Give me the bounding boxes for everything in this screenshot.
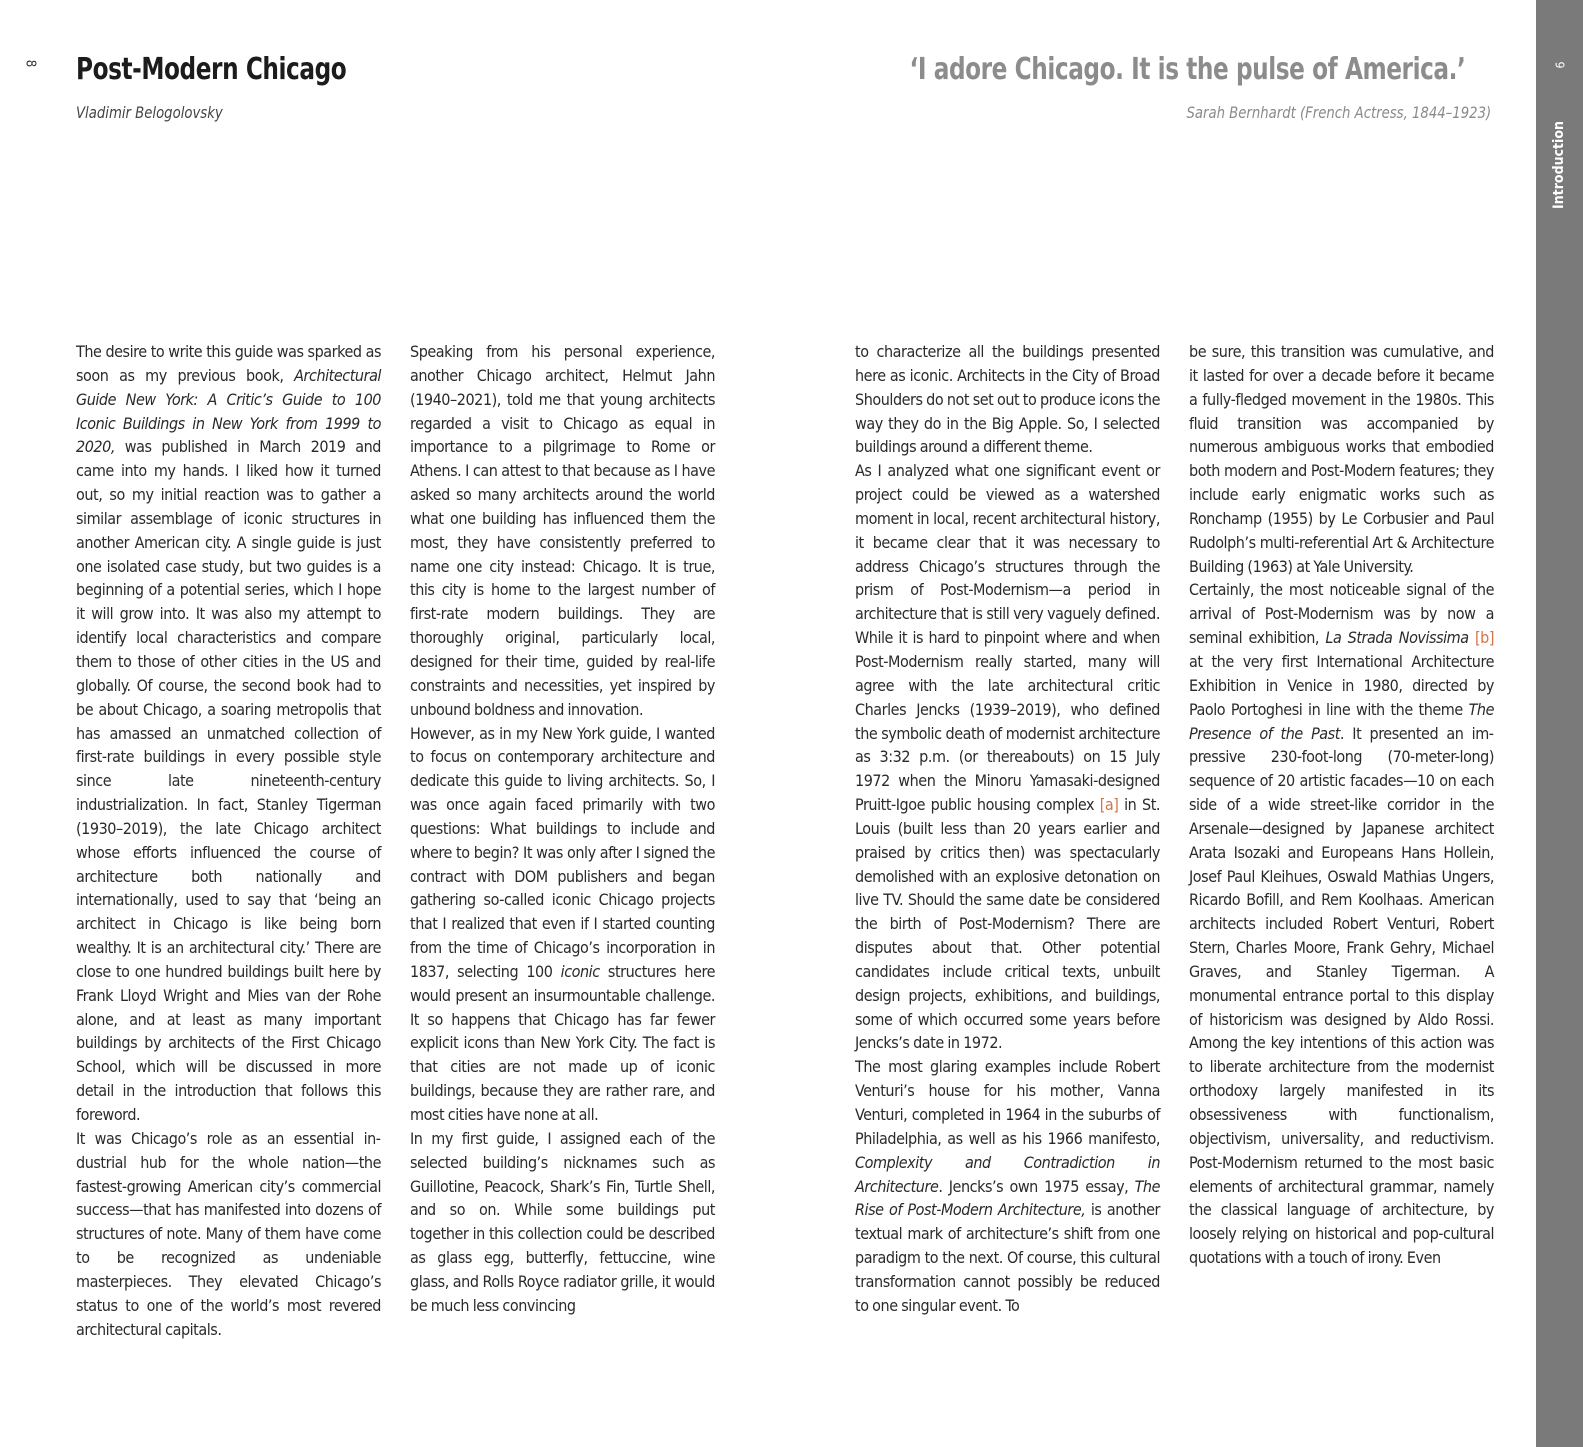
paragraph: The desire to write this guide was sparked as soon as my previous book, Architectural Guide New York: A Critic’s Guide to 100 Iconic Buildings in New York from 1999 to 2020, was published in March 2019 and came into my hands. I liked how it turned out, so my initial reaction was to gather a similar assemblage of iconic structures in another American city. A single guide is just one isolated case study, but two guides is a beginning of a potential series, which I hope it will grow into. It was also my attempt to identify local characteristics and compare them to those of other cities in the US and globally. Of course, the second book had to be about Chicago, a soaring metropolis that has amassed an unmatched collection of first-rate buildings in every possible style since late nineteenth-century industrialization. In fact, Stanley Tigerman (1930–2019), the late Chicago architect whose efforts influenced the course of architecture both nationally and internationally, used to say that ‘being an architect in Chicago is like being born wealthy. It is an architectural city.’ There are close to one hundred buildings built here by Frank Lloyd Wright and Mies van der Rohe alone, and at least as many important buildings by architects of the First Chicago School, which will be discussed in more detail in the introduction that follows this foreword.: [76, 342, 381, 1124]
text-column-3: [855, 340, 1160, 1318]
right-page-number: 9: [1552, 61, 1567, 69]
paragraph: In my first guide, I assigned each of the selected building’s nicknames such as Guillotine, Peacock, Shark’s Fin, Turtle Shell, and so on. While some buildings put together in this collection could be described as glass egg, butterfly, fettuccine, wine glass, and Rolls Royce radiator grille, it would be much less convincing: [410, 1128, 715, 1315]
section-tab-label: Introduction: [1551, 121, 1567, 209]
epigraph-quote: ‘I adore Chicago. It is the pulse of America.’: [909, 52, 1465, 87]
paragraph: Certainly, the most noticeable signal of the arrival of Post-Modernism was by now a seminal exhibition, La Strada Novissima [b] at the very first International Architecture Exhibition in Venice in 1980, directed by Paolo Portoghesi in line with the theme The Presence of the Past. It presented an impressive 230-foot-long (70-meter-long) sequence of 20 artistic facades—10 on each side of a wide street-like corridor in the Arsenale—designed by Japanese architect Arata Isozaki and Europeans Hans Hollein, Josef Paul Kleihues, Oswald Mathias Ungers, Ricardo Bofill, and Rem Koolhaas. American architects included Robert Venturi, Robert Stern, Charles Moore, Frank Gehry, Michael Graves, and Stanley Tigerman. A monumental entrance portal to this display of historicism was designed by Aldo Rossi. Among the key intentions of this action was to liberate architecture from the modernist orthodoxy largely manifested in its obsessiveness with functionalism, objectivism, universality, and reductivism. Post-Modernism returned to the most basic elements of architectural grammar, namely the classical language of architecture, by loosely relying on historical and pop-cultural quotations with a touch of irony. Even: [1189, 580, 1494, 1268]
left-page-number: 8: [22, 59, 38, 68]
text-column-1: [76, 340, 381, 1341]
book-title: Architectural Guide New York: A Critic’s Guide to 100 Iconic Buildings in New York from 1999 to 2020,: [76, 365, 381, 457]
exhibition-theme: The Presence of the Past: [1189, 699, 1494, 743]
paragraph: However, as in my New York guide, I wanted to focus on contemporary architecture and dedicate this guide to living architects. So, I was once again faced primarily with two questions: What buildings to include and where to begin? It was only after I signed the contract with DOM publishers and began gathering so-called iconic Chicago projects that I realized that even if I started counting from the time of Chicago’s incorporation in 1837, selecting 100 iconic structures here would present an insurmountable challenge. It so happens that Chicago has far fewer explicit icons than New York City. The fact is that cities are not made up of iconic buildings, because they are rather rare, and most cities have none at all.: [410, 723, 715, 1124]
emphasis: iconic: [560, 961, 600, 981]
figure-reference-a[interactable]: [a]: [1099, 795, 1119, 815]
book-title: The Rise of Post-Modern Architecture,: [855, 1176, 1160, 1220]
text-column-4: [1189, 340, 1494, 1270]
paragraph: Speaking from his personal experience, another Chicago architect, Helmut Jahn (1940–2021), told me that young architects regarded a visit to Chicago as equal in importance to a pilgrimage to Rome or Athens. I can attest to that because as I have asked so many architects around the world what one building has influenced them the most, they have consistently preferred to name one city instead: Chicago. It is true, this city is home to the largest number of first-rate modern buildings. They are thoroughly original, particularly local, designed for their time, guided by real-life constraints and necessities, yet inspired by unbound boldness and innovation.: [410, 342, 715, 719]
author-name: Vladimir Belogolovsky: [76, 103, 223, 122]
epigraph-source: Sarah Bernhardt (French Actress, 1844–1923): [1186, 103, 1491, 122]
page-title: Post-Modern Chicago: [76, 52, 347, 87]
paragraph: It was Chicago’s role as an essential industrial hub for the whole nation—the fastest-growing American city’s commercial success—that has manifested into dozens of structures of note. Many of them have come to be recognized as undeniable masterpieces. They elevated Chicago’s status to one of the world’s most revered architectural capitals.: [76, 1128, 381, 1339]
paragraph: As I analyzed what one significant event or project could be viewed as a watershed moment in local, recent architectural history, it became clear that it was necessary to address Chicago’s structures through the prism of Post-Modernism—a period in architecture that is still very vaguely defined. While it is hard to pinpoint where and when Post-Modernism really started, many will agree with the late architectural critic Charles Jencks (1939–2019), who defined the symbolic death of modernist architecture as 3:32 p.m. (or thereabouts) on 15 July 1972 when the Minoru Yamasaki-designed Pruitt-Igoe public housing complex [a] in St. Louis (built less than 20 years earlier and praised by critics then) was spectacularly demolished with an explosive detonation on live TV. Should the same date be considered the birth of Post-Modernism? There are disputes about that. Other potential candidates include critical texts, unbuilt design projects, exhibitions, and buildings, some of which occurred some years before Jencks’s date in 1972.: [855, 461, 1160, 1053]
figure-reference-b[interactable]: [b]: [1474, 628, 1494, 648]
section-side-tab: [1536, 0, 1583, 1447]
exhibition-title: La Strada Novissima: [1325, 628, 1469, 648]
paragraph: The most glaring examples include Robert Venturi’s house for his mother, Vanna Venturi, completed in 1964 in the suburbs of Philadelphia, as well as his 1966 manifesto, Complexity and Contradiction in Architecture. Jencks’s own 1975 essay, The Rise of Post-Modern Architecture, is another textual mark of architecture’s shift from one paradigm to the next. Of course, this cultural transformation cannot possibly be reduced to one singular event. To: [855, 1057, 1160, 1315]
book-title: Complexity and Contradiction in Architecture: [855, 1152, 1160, 1196]
paragraph: be sure, this transition was cumulative, and it lasted for over a decade before it became a fully-fledged movement in the 1980s. This fluid transition was accompanied by numerous ambiguous works that embodied both modern and Post-Modern features; they include early enigmatic works such as Ronchamp (1955) by Le Corbusier and Paul Rudolph’s multi-referential Art & Architecture Building (1963) at Yale University.: [1189, 342, 1494, 576]
text-column-2: [410, 340, 715, 1318]
paragraph: to characterize all the buildings presented here as iconic. Architects in the City of Broad Shoulders do not set out to produce icons the way they do in the Big Apple. So, I selected buildings around a different theme.: [855, 342, 1160, 457]
